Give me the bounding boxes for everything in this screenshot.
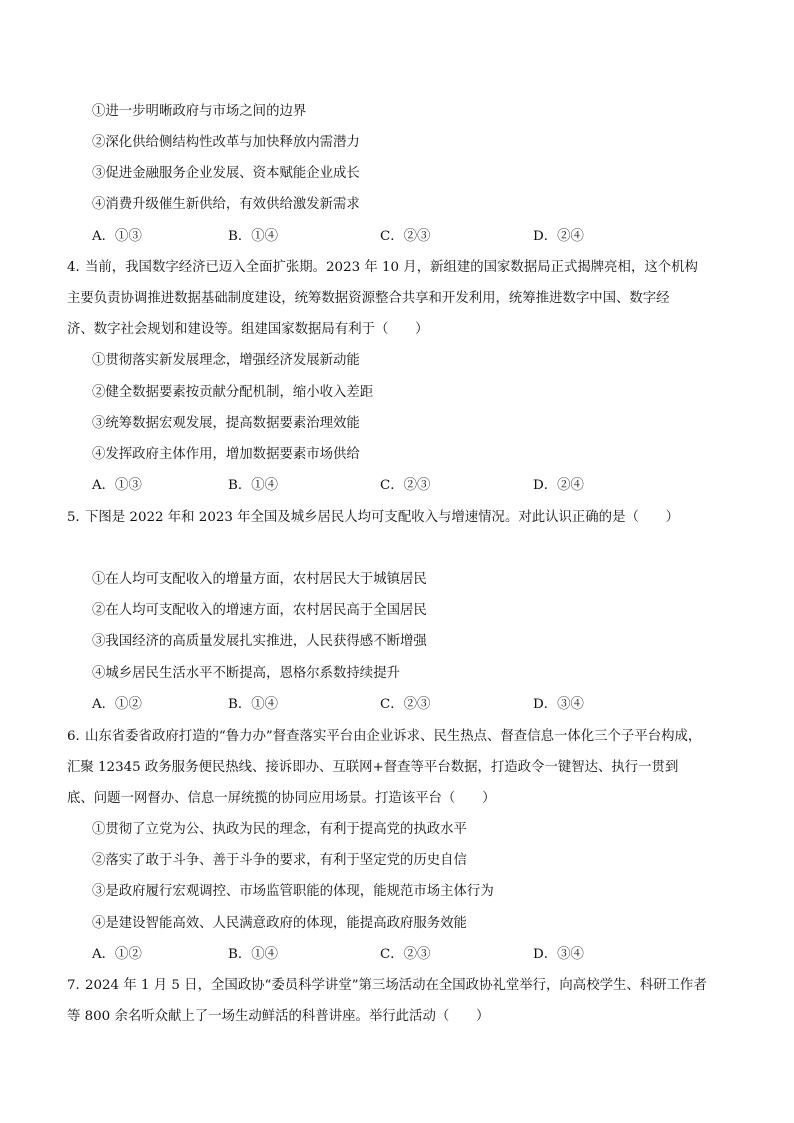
q5-option-c: C．②③ (380, 697, 431, 712)
q6-statement-4: ④是建设智能高效、人民满意政府的体现，能提高政府服务效能 (92, 916, 467, 931)
q7-number: 7． (67, 978, 89, 993)
q6-option-d: D．③④ (533, 947, 584, 962)
q3-option-c: C．②③ (380, 229, 431, 244)
q5-number: 5． (67, 510, 89, 525)
q4-statement-2: ②健全数据要素按贡献分配机制，缩小收入差距 (92, 385, 374, 400)
q4-option-a: A．①③ (92, 478, 142, 493)
q3-statement-4: ④消费升级催生新供给，有效供给激发新需求 (92, 197, 360, 212)
q6-statement-2: ②落实了敢于斗争、善于斗争的要求，有利于坚定党的历史自信 (92, 853, 467, 868)
q4-option-b: B．①④ (228, 478, 279, 493)
q6-stem-line-1: 山东省委省政府打造的“鲁力办”督查落实平台由企业诉求、民生热点、督查信息一体化三个子平台构成， (85, 729, 702, 744)
q4-option-d: D．②④ (533, 478, 584, 493)
q6-statement-3: ③是政府履行宏观调控、市场监管职能的体现，能规范市场主体行为 (92, 884, 494, 899)
q4-number: 4． (67, 260, 89, 275)
q4-statement-1: ①贯彻落实新发展理念，增强经济发展新动能 (92, 353, 360, 368)
q4-statement-3: ③统筹数据宏观发展，提高数据要素治理效能 (92, 416, 360, 431)
q6-option-b: B．①④ (228, 947, 279, 962)
q5-statement-1: ①在人均可支配收入的增量方面，农村居民大于城镇居民 (92, 572, 427, 587)
q5-stem-line-1: 下图是 2022 年和 2023 年全国及城乡居民人均可支配收入与增速情况。对此认识正确的是（ ） (85, 510, 680, 525)
q4-stem-line-2: 主要负责协调推进数据基础制度建设，统筹数据资源整合共享和开发利用，统筹推进数字中国、数字经 (67, 291, 670, 306)
q7-stem-line-2: 等 800 余名听众献上了一场生动鲜活的科普讲座。举行此活动（ ） (67, 1009, 490, 1024)
q5-statement-4: ④城乡居民生活水平不断提高，恩格尔系数持续提升 (92, 666, 400, 681)
q7-stem-line-1: 2024 年 1 月 5 日，全国政协“委员科学讲堂”第三场活动在全国政协礼堂举行，向高校学生、科研工作者 (85, 978, 707, 993)
q3-statement-3: ③促进金融服务企业发展、资本赋能企业成长 (92, 166, 360, 181)
q4-stem-line-3: 济、数字社会规划和建设等。组建国家数据局有利于（ ） (67, 322, 429, 337)
q6-option-c: C．②③ (380, 947, 431, 962)
q3-option-b: B．①④ (228, 229, 279, 244)
q5-option-a: A．①② (92, 697, 142, 712)
q6-stem-line-2: 汇聚 12345 政务服务便民热线、接诉即办、互联网+督查等平台数据，打造政令一键智达、执行一贯到 (67, 760, 679, 775)
q5-option-b: B．①④ (228, 697, 279, 712)
q3-option-d: D．②④ (533, 229, 584, 244)
q6-option-a: A．①② (92, 947, 142, 962)
q3-statement-1: ①进一步明晰政府与市场之间的边界 (92, 104, 307, 119)
q3-statement-2: ②深化供给侧结构性改革与加快释放内需潜力 (92, 135, 360, 150)
q3-option-a: A．①③ (92, 229, 142, 244)
q5-option-d: D．③④ (533, 697, 584, 712)
q5-statement-2: ②在人均可支配收入的增速方面，农村居民高于全国居民 (92, 603, 427, 618)
q6-stem-line-3: 底、问题一网督办、信息一屏统揽的协同应用场景。打造该平台（ ） (67, 791, 496, 806)
q4-statement-4: ④发挥政府主体作用，增加数据要素市场供给 (92, 447, 360, 462)
q6-number: 6． (67, 729, 89, 744)
q4-stem-line-1: 当前，我国数字经济已迈入全面扩张期。2023 年 10 月，新组建的国家数据局正式揭牌亮相，这个机构 (85, 260, 698, 275)
q6-statement-1: ①贯彻了立党为公、执政为民的理念，有利于提高党的执政水平 (92, 822, 467, 837)
q5-statement-3: ③我国经济的高质量发展扎实推进，人民获得感不断增强 (92, 634, 427, 649)
q4-option-c: C．②③ (380, 478, 431, 493)
